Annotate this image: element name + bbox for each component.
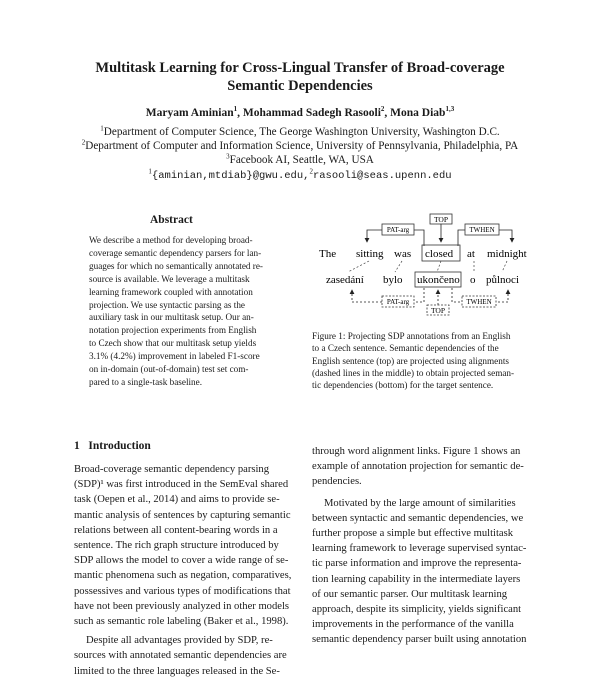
- body-line: mantic analysis of sentences by capturing semantic: [74, 509, 291, 521]
- abstract-line: We describe a method for developing broad-: [89, 235, 253, 245]
- projected-pat-arg-label: PAT-arg: [386, 298, 410, 306]
- body-line: example of annotation projection for semantic de-: [312, 461, 524, 473]
- body-line: SDP allows the model to cover a wide range of se-: [74, 555, 289, 567]
- email-sup: 2: [309, 167, 313, 176]
- alignment-line: [502, 261, 507, 272]
- abstract-line: pared to a single-task baseline.: [89, 376, 203, 387]
- email-sup: 1: [148, 167, 152, 176]
- czech-word: zasedání: [326, 274, 364, 286]
- body-line: limited to the three languages released in the Se-: [74, 665, 280, 677]
- body-line: task (Oepen et al., 2014) and aims to provide se-: [74, 494, 280, 506]
- author-name: Mohammad Sadegh Rasooli: [242, 107, 381, 119]
- body-line: sources with annotated semantic dependencies are: [74, 650, 287, 662]
- affiliation-text: Department of Computer Science, The George Washington University, Washington D.C.: [103, 126, 500, 138]
- affiliation-1: [30, 125, 570, 139]
- body-line: Despite all advantages provided by SDP, re-: [86, 635, 273, 647]
- author-sup: 1,3: [445, 105, 455, 114]
- body-line: such as semantic role labeling (Baker et al., 1998).: [74, 616, 289, 628]
- pat-arg-label: PAT-arg: [386, 226, 410, 234]
- caption-line: to a Czech sentence. Semantic dependencies of the: [312, 343, 499, 354]
- body-line: further propose a simple but effective multitask: [312, 528, 514, 540]
- figure-1: [312, 210, 542, 320]
- alignment-lines: [348, 261, 507, 272]
- section-heading: [74, 440, 151, 452]
- english-word: The: [319, 248, 337, 260]
- body-line: approach, despite its simplicity, yields significant: [312, 604, 522, 616]
- author-name: Maryam Aminian: [145, 107, 234, 119]
- body-line: tion learning capability in the intermediate layers: [312, 573, 521, 585]
- caption-line: (dashed lines in the middle) to obtain projected seman-: [312, 367, 515, 378]
- abstract-line: notation projection experiments from English: [89, 325, 257, 336]
- abstract-line: source is available. We leverage a multitask: [89, 273, 250, 284]
- body-line: Broad-coverage semantic dependency parsing: [74, 464, 270, 475]
- twhen-label: TWHEN: [469, 226, 495, 234]
- section-title: Introduction: [88, 440, 151, 452]
- caption-line: Figure 1: Projecting SDP annotations from an English: [312, 331, 511, 341]
- section-number: 1: [74, 440, 80, 452]
- body-line: sentence. The rich graph structure introduced by: [74, 540, 279, 552]
- abstract-line: learning framework coupled with annotation: [89, 286, 253, 297]
- english-word: at: [467, 248, 475, 260]
- email-link[interactable]: {aminian,mtdiab}@gwu.edu,: [151, 170, 310, 182]
- czech-word: o: [470, 274, 476, 286]
- alignment-line: [395, 261, 402, 272]
- abstract-line: projection. We use syntactic parsing as the: [89, 299, 245, 310]
- english-word: midnight: [487, 248, 527, 260]
- body-line: through word alignment links. Figure 1 shows an: [312, 446, 521, 457]
- english-word: was: [394, 248, 412, 260]
- author-sup: 1: [233, 105, 238, 114]
- author-sup: 2: [380, 105, 385, 114]
- body-line: between syntactic and semantic dependencies, we: [312, 512, 524, 524]
- alignment-line: [437, 261, 441, 272]
- affiliation-2: [30, 139, 570, 153]
- abstract-line: to Czech show that our multitask setup yields: [89, 338, 257, 349]
- body-line: tic parse information and improve the representa-: [312, 558, 522, 570]
- abstract-body: [89, 234, 285, 389]
- affiliation-sup: 3: [226, 152, 230, 161]
- body-line: relations between all content-bearing words in a: [74, 524, 278, 536]
- figure-caption: [312, 330, 530, 391]
- affiliation-3: [30, 153, 570, 167]
- projected-twhen-label: TWHEN: [466, 298, 492, 306]
- abstract-heading: Abstract: [150, 214, 193, 226]
- abstract-line: auxiliary task in our multitask setup. Our an-: [89, 312, 254, 323]
- body-line: possessives and various types of modifications that: [74, 585, 291, 597]
- abstract-line: 3.1% (4.2%) improvement in labeled F1-score: [89, 351, 260, 362]
- affiliation-sup: 2: [81, 138, 86, 147]
- author-name: Mona Diab: [390, 107, 446, 119]
- body-line: semantic dependency parser built using annotation: [312, 634, 527, 646]
- affiliation-text: Department of Computer and Information Science, University of Pennsylvania, Philadelphia, PA: [85, 140, 519, 152]
- czech-word: ukončeno: [417, 274, 460, 286]
- abstract-line: guages for which no semantically annotated re-: [89, 260, 263, 271]
- affiliation-text: Facebook AI, Seattle, WA, USA: [229, 154, 374, 166]
- body-line: (SDP)¹ was first introduced in the SemEval shared: [74, 479, 289, 491]
- paper-title: [40, 59, 560, 95]
- body-line: pendencies.: [312, 476, 362, 488]
- title-line-2: Semantic Dependencies: [227, 78, 373, 94]
- body-line: learning framework to leverage supervised syntac-: [312, 543, 527, 555]
- author-list: Maryam Aminian$^1$, Mohammad Sadegh Rasooli$^2$, Mona Diab$^{1,3}$: [145, 105, 455, 119]
- caption-line: tic dependencies (bottom) for the target sentence.: [312, 380, 494, 391]
- email-link[interactable]: rasooli@seas.upenn.edu: [312, 170, 452, 182]
- english-word: closed: [425, 248, 454, 260]
- czech-word: půlnoci: [486, 274, 519, 286]
- projected-top-label: TOP: [430, 306, 446, 315]
- english-word: sitting: [356, 248, 384, 260]
- intro-column-2: [312, 444, 530, 648]
- caption-line: English sentence (top) are projected using alignments: [312, 355, 509, 366]
- affiliation-sup: 1: [100, 124, 104, 133]
- abstract-line: coverage semantic dependency parsers for lan-: [89, 247, 262, 258]
- body-line: have not been previously analyzed in other models: [74, 600, 290, 612]
- body-line: Motivated by the large amount of similarities: [324, 497, 516, 509]
- top-label: TOP: [433, 215, 449, 224]
- abstract-line: on in-domain (out-of-domain) test set com-: [89, 364, 249, 375]
- body-line: of our semantic parser. Our multitask learning: [312, 588, 508, 600]
- alignment-line: [348, 261, 369, 272]
- author-emails: [30, 168, 570, 183]
- czech-word: bylo: [383, 274, 403, 286]
- body-line: mantic phenomena such as negation, comparatives,: [74, 570, 292, 582]
- title-line-1: Multitask Learning for Cross-Lingual Transfer of Broad-coverage: [95, 60, 505, 76]
- body-line: improvements in the performance of the vanilla: [312, 619, 514, 631]
- intro-column-1: [74, 462, 300, 679]
